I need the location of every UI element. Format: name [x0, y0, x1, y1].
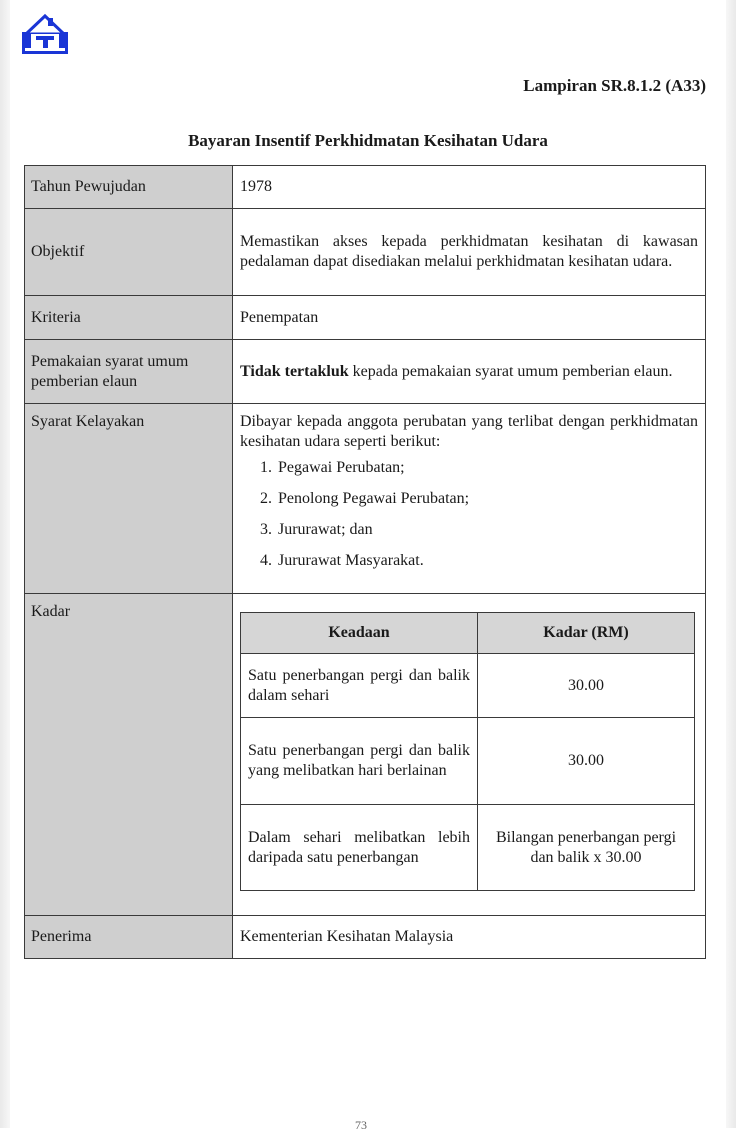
rate-table	[240, 612, 695, 891]
label-syarat: Syarat Kelayakan	[25, 404, 233, 594]
page-number: 73	[355, 1118, 367, 1132]
house-logo-icon	[22, 12, 68, 56]
label-pemakaian: Pemakaian syarat umum pemberian elaun	[25, 340, 233, 404]
row-syarat	[25, 404, 706, 594]
value-pemakaian-bold: Tidak tertakluk	[240, 362, 349, 380]
kadar-cell: 30.00	[478, 654, 695, 718]
kadar-cell: Bilangan penerbangan pergi dan balik x 30.00	[478, 805, 695, 891]
value-syarat	[233, 404, 706, 594]
header-kadar: Kadar (RM)	[478, 613, 695, 654]
rate-table-header	[241, 613, 695, 654]
value-penerima: Kementerian Kesihatan Malaysia	[233, 916, 706, 959]
keadaan-cell: Satu penerbangan pergi dan balik dalam sehari	[241, 654, 478, 718]
allowance-table	[24, 165, 706, 959]
list-item: 4. Jururawat Masyarakat.	[276, 551, 698, 571]
list-item: 2. Penolong Pegawai Perubatan;	[276, 489, 698, 509]
keadaan-cell: Satu penerbangan pergi dan balik yang melibatkan hari berlainan	[241, 718, 478, 805]
page-edge-left	[0, 0, 10, 1128]
table-row	[241, 654, 695, 718]
appendix-reference: Lampiran SR.8.1.2 (A33)	[523, 76, 706, 95]
label-tahun: Tahun Pewujudan	[25, 166, 233, 209]
value-objektif: Memastikan akses kepada perkhidmatan kesihatan di kawasan pedalaman dapat disediakan melalui perkhidmatan kesihatan udara.	[233, 209, 706, 296]
row-kriteria	[25, 296, 706, 340]
label-objektif: Objektif	[25, 209, 233, 296]
table-row	[241, 805, 695, 891]
syarat-intro: Dibayar kepada anggota perubatan yang terlibat dengan perkhidmatan kesihatan udara seperti berikut:	[240, 413, 698, 450]
kadar-cell: 30.00	[478, 718, 695, 805]
row-pemakaian	[25, 340, 706, 404]
value-tahun: 1978	[233, 166, 706, 209]
document-title: Bayaran Insentif Perkhidmatan Kesihatan Udara	[188, 131, 548, 150]
table-row	[241, 718, 695, 805]
header-keadaan: Keadaan	[241, 613, 478, 654]
row-kadar	[25, 594, 706, 916]
value-kriteria: Penempatan	[233, 296, 706, 340]
list-item: 1. Pegawai Perubatan;	[276, 458, 698, 478]
value-pemakaian	[233, 340, 706, 404]
value-pemakaian-rest: kepada pemakaian syarat umum pemberian elaun.	[348, 362, 673, 380]
label-kriteria: Kriteria	[25, 296, 233, 340]
eligibility-list	[240, 458, 698, 571]
label-kadar: Kadar	[25, 594, 233, 916]
keadaan-cell: Dalam sehari melibatkan lebih daripada satu penerbangan	[241, 805, 478, 891]
row-penerima	[25, 916, 706, 959]
row-tahun	[25, 166, 706, 209]
label-penerima: Penerima	[25, 916, 233, 959]
row-objektif	[25, 209, 706, 296]
value-kadar	[233, 594, 706, 916]
page-edge-right	[726, 0, 736, 1128]
list-item: 3. Jururawat; dan	[276, 520, 698, 540]
